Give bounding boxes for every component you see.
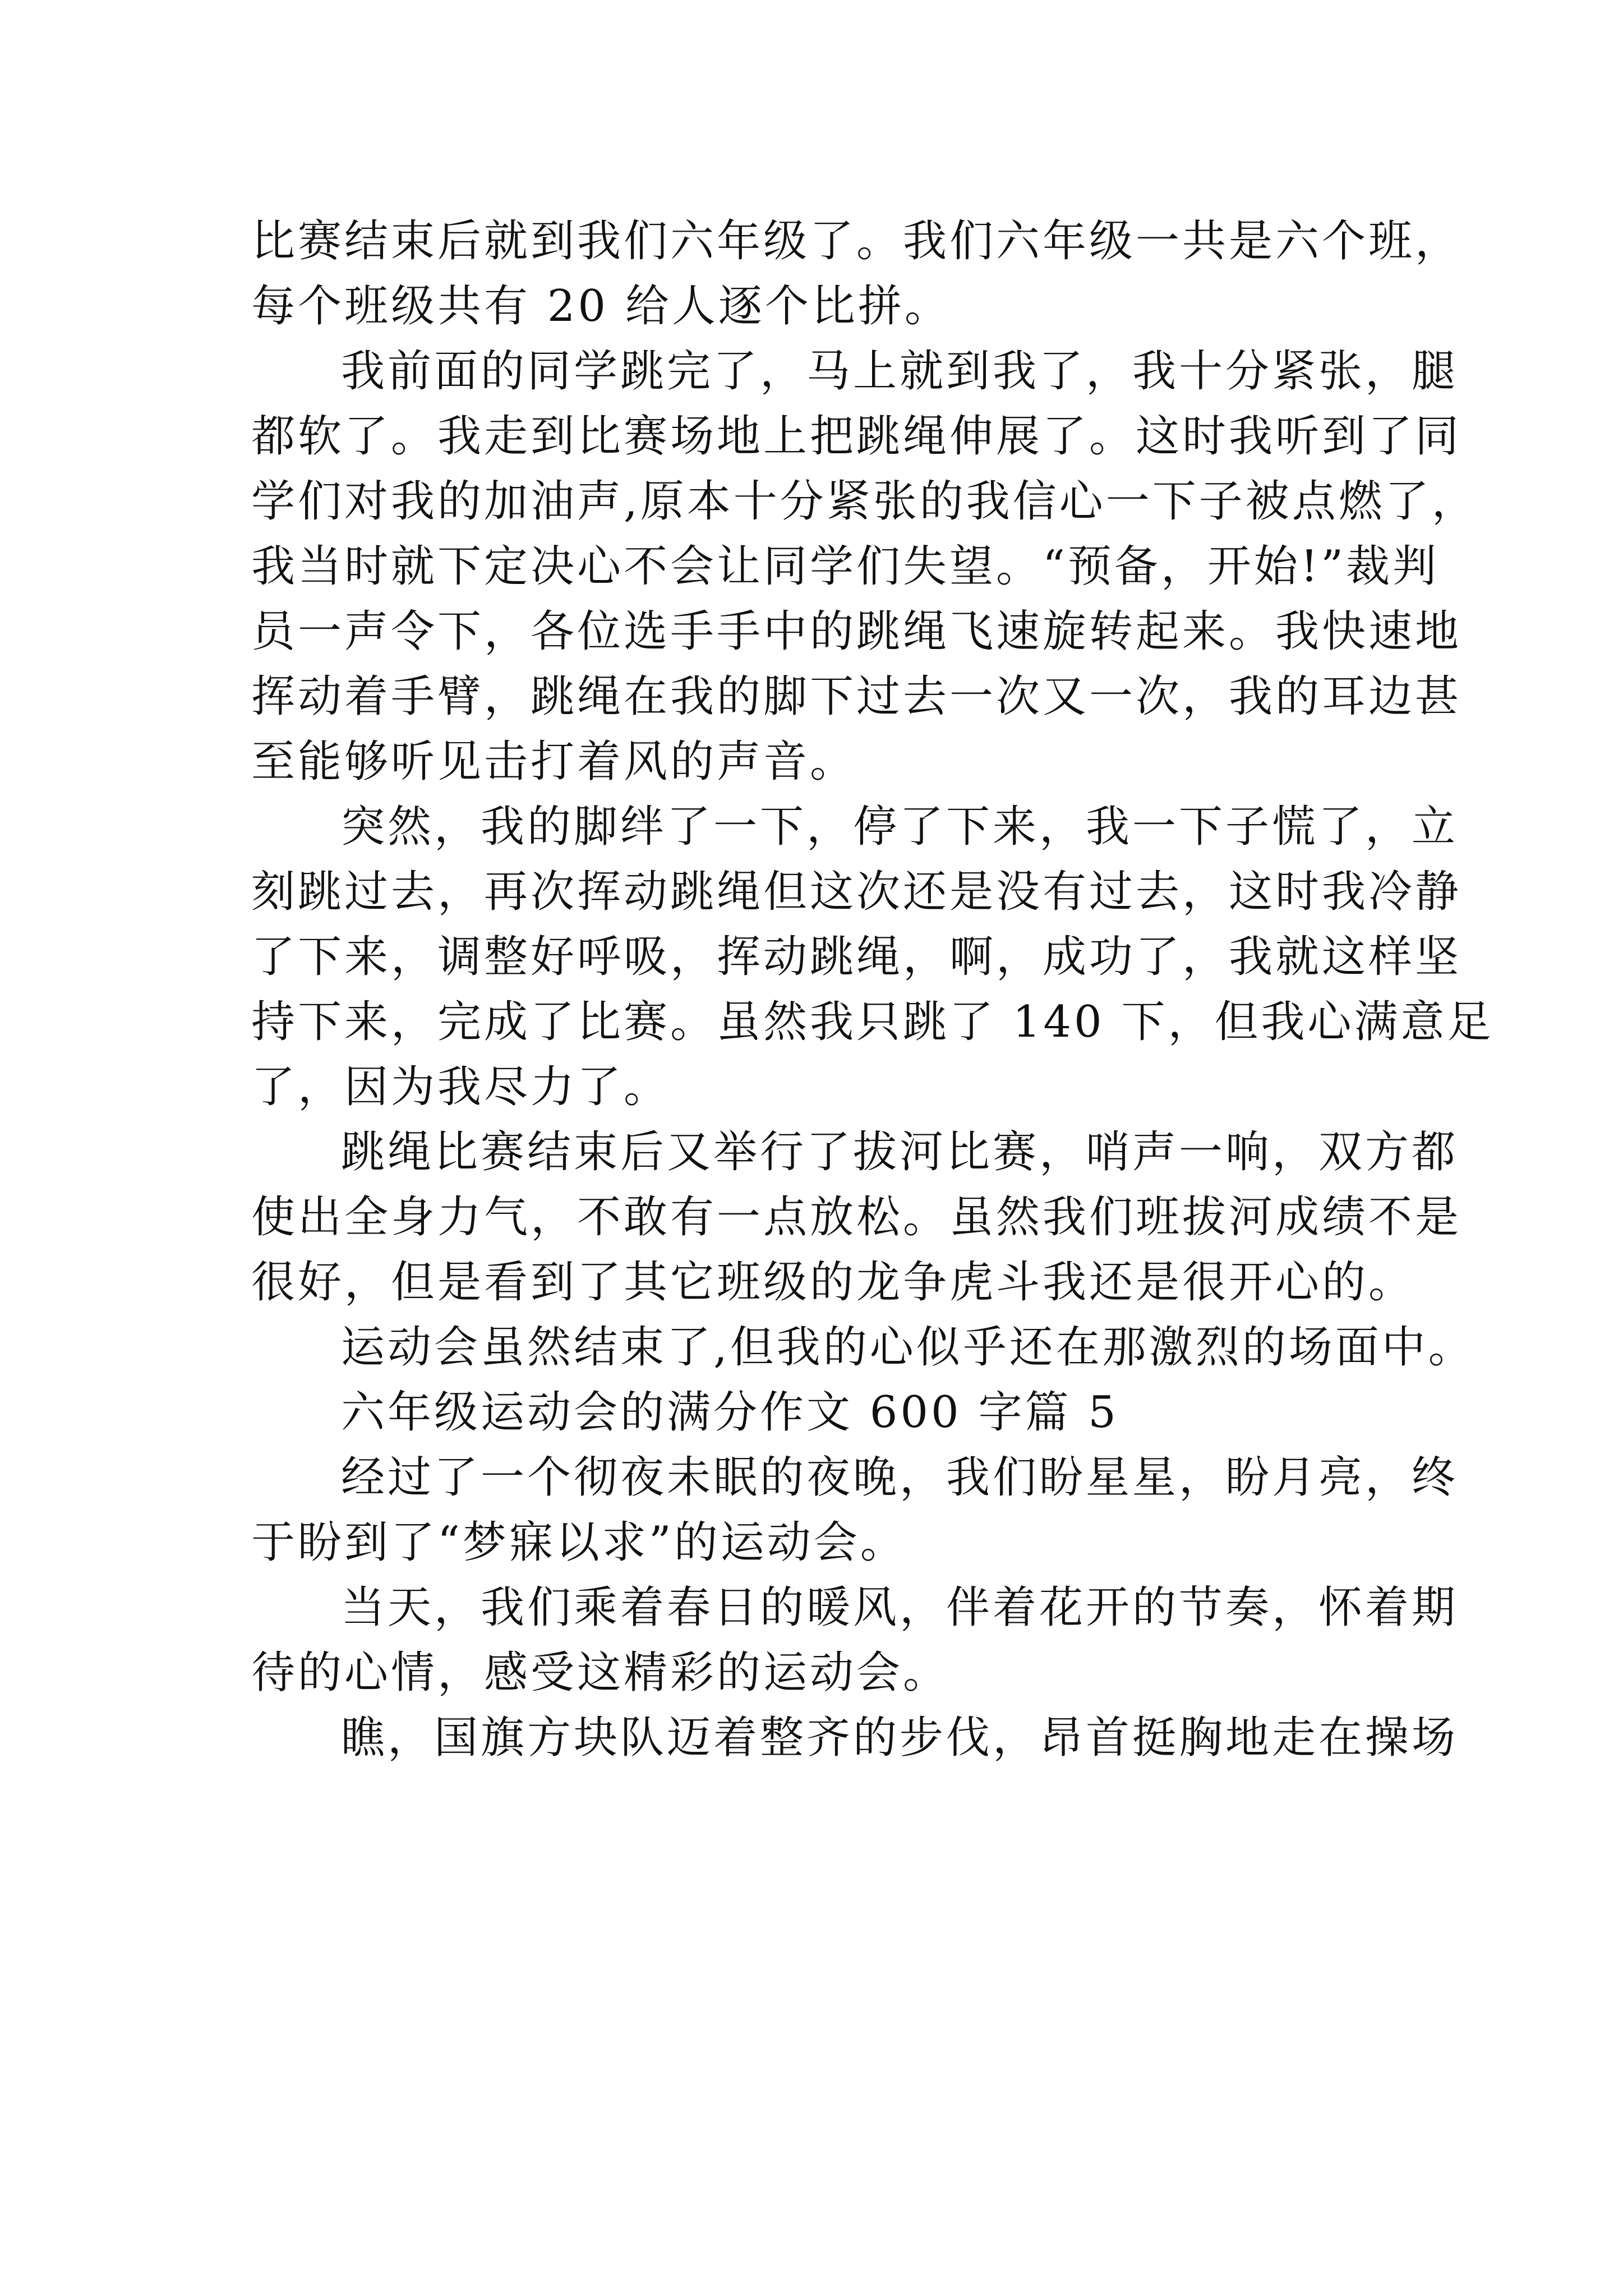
paragraph-start-line: 跳绳比赛结束后又举行了拔河比赛，哨声一响，双方都 [341, 1127, 1459, 1177]
text-line: 比赛结束后就到我们六年级了。我们六年级一共是六个班， [251, 216, 1462, 266]
paragraph-start-line: 瞧，国旗方块队迈着整齐的步伐，昂首挺胸地走在操场 [341, 1713, 1459, 1763]
text-line: 持下来，完成了比赛。虽然我只跳了 140 下，但我心满意足 [251, 997, 1494, 1047]
text-line: 每个班级共有 20 给人逐个比拼。 [251, 281, 951, 332]
text-line: 学们对我的加油声,原本十分紧张的我信心一下子被点燃了， [251, 476, 1478, 527]
text-line: 使出全身力气，不敢有一点放松。虽然我们班拔河成绩不是 [251, 1192, 1462, 1243]
text-line: 员一声令下，各位选手手中的跳绳飞速旋转起来。我快速地 [251, 606, 1462, 657]
text-line: 很好，但是看到了其它班级的龙争虎斗我还是很开心的。 [251, 1257, 1415, 1308]
paragraph-start-line: 当天，我们乘着春日的暖风，伴着花开的节奏，怀着期 [341, 1582, 1459, 1633]
text-line: 挥动着手臂，跳绳在我的脚下过去一次又一次，我的耳边甚 [251, 671, 1462, 722]
text-line: 待的心情，感受这精彩的运动会。 [251, 1648, 950, 1698]
text-line: 了下来，调整好呼吸，挥动跳绳，啊，成功了，我就这样坚 [251, 932, 1462, 982]
essay-body [251, 209, 1494, 1770]
essay-heading: 六年级运动会的满分作文 600 字篇 5 [341, 1387, 1119, 1438]
text-line: 刻跳过去，再次挥动跳绳但这次还是没有过去，这时我冷静 [251, 867, 1462, 917]
paragraph-start-line: 突然，我的脚绊了一下，停了下来，我一下子慌了，立 [341, 802, 1459, 852]
text-line: 于盼到了“梦寐以求”的运动会。 [251, 1517, 907, 1568]
text-line: 了，因为我尽力了。 [251, 1062, 671, 1112]
text-line: 我当时就下定决心不会让同学们失望。“预备，开始!”裁判 [251, 541, 1440, 592]
text-line: 至能够听见击打着风的声音。 [251, 737, 857, 787]
paragraph-start-line: 我前面的同学跳完了，马上就到我了，我十分紧张，腿 [341, 346, 1459, 397]
paragraph-start-line: 经过了一个彻夜未眠的夜晚，我们盼星星，盼月亮，终 [341, 1452, 1459, 1503]
text-line: 都软了。我走到比赛场地上把跳绳伸展了。这时我听到了同 [251, 411, 1462, 462]
paragraph-start-line: 运动会虽然结束了,但我的心似乎还在那激烈的场面中。 [341, 1322, 1475, 1373]
